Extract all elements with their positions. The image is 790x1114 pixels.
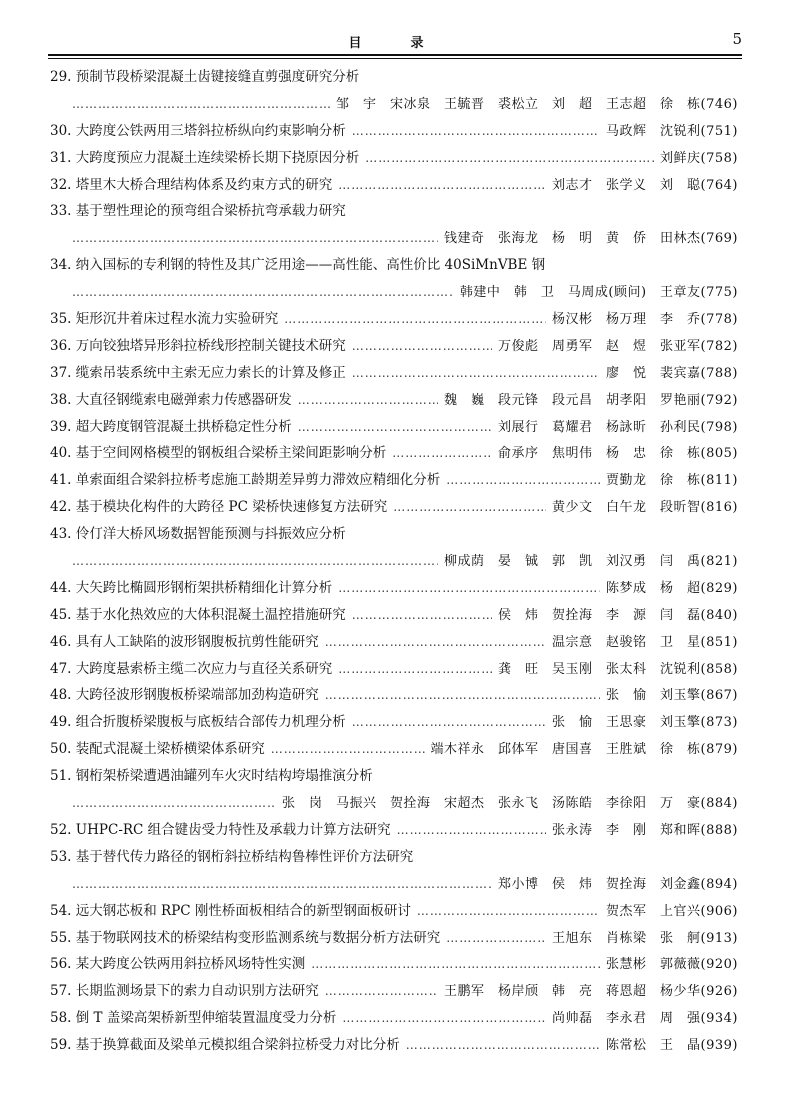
- entry-title: 53. 基于替代传力路径的钢桁斜拉桥结构鲁棒性评价方法研究: [50, 848, 414, 865]
- entry-title: 50. 装配式混凝土梁桥横梁体系研究: [50, 741, 265, 758]
- toc-entry-34[interactable]: [50, 252, 738, 279]
- entry-title: 49. 组合折腹桥梁腹板与底板结合部传力机理分析: [50, 714, 346, 731]
- toc-entry-59[interactable]: [50, 1032, 738, 1059]
- leader-dots: [284, 306, 546, 333]
- entry-title: 31. 大跨度预应力混凝土连续梁桥长期下挠原因分析: [50, 149, 360, 166]
- entry-title: 51. 钢桁架桥梁遭遇油罐列车火灾时结构垮塌推演分析: [50, 768, 373, 785]
- entry-authors: 张 愉 刘玉擎(867): [606, 688, 738, 704]
- entry-authors: 张永涛 李 刚 郑和晖(888): [552, 822, 738, 838]
- entry-authors: 刘鲜庆(758): [660, 150, 738, 166]
- toc-entry-45[interactable]: [50, 602, 738, 629]
- leader-dots: [325, 629, 546, 656]
- leader-dots: [397, 817, 546, 844]
- entry-title: 36. 万向铰独塔异形斜拉桥线形控制关键技术研究: [50, 337, 346, 354]
- toc-entry-52[interactable]: [50, 817, 738, 844]
- entry-authors: 黄少文 白午龙 段昕智(816): [552, 500, 738, 516]
- entry-title: 45. 基于水化热效应的大体积混凝土温控措施研究: [50, 606, 346, 623]
- leader-dots: [446, 467, 600, 494]
- leader-dots: [352, 118, 600, 145]
- entry-authors: 侯 炜 贺拴海 李 源 闫 磊(840): [498, 607, 738, 623]
- entry-authors: 刘志才 张学义 刘 聪(764): [552, 177, 738, 193]
- entry-authors: 柳成荫 晏 铖 郭 凯 刘汉勇 闫 禹(821): [444, 554, 738, 570]
- toc-entry-32[interactable]: [50, 172, 738, 199]
- leader-dots: [342, 1005, 546, 1032]
- entry-authors: 贺杰军 上官兴(906): [606, 903, 738, 919]
- leader-dots: [393, 494, 546, 521]
- toc-entry-56[interactable]: [50, 951, 738, 978]
- toc-entry-51-authors-line[interactable]: [50, 790, 738, 817]
- entry-title: 34. 纳入国标的专利钢的特性及其广泛用途——高性能、高性价比 40SiMnVBE 钢: [50, 257, 546, 274]
- leader-dots: [406, 1032, 600, 1059]
- leader-dots: [352, 333, 492, 360]
- toc-entry-46[interactable]: [50, 629, 738, 656]
- entry-title: 56. 某大跨度公铁两用斜拉桥风场特性实测: [50, 956, 306, 973]
- entry-title: 57. 长期监测场景下的索力自动识别方法研究: [50, 983, 319, 1000]
- toc-entry-55[interactable]: [50, 925, 738, 952]
- entry-authors: 张 愉 王思豪 刘玉擎(873): [552, 715, 738, 731]
- toc-entry-57[interactable]: [50, 978, 738, 1005]
- toc-entry-49[interactable]: [50, 709, 738, 736]
- entry-title: 52. UHPC-RC 组合键齿受力特性及承载力计算方法研究: [50, 821, 391, 838]
- leader-dots: [325, 978, 438, 1005]
- page-header: [48, 30, 742, 52]
- entry-title: 33. 基于塑性理论的预弯组合梁桥抗弯承载力研究: [50, 203, 346, 220]
- leader-dots: [417, 898, 600, 925]
- leader-dots: [365, 145, 654, 172]
- leader-dots: [446, 925, 546, 952]
- header-rule-thin: [48, 58, 742, 59]
- entry-title: 47. 大跨度悬索桥主缆二次应力与直径关系研究: [50, 660, 333, 677]
- entry-title: 43. 伶仃洋大桥风场数据智能预测与抖振效应分析: [50, 526, 346, 543]
- entry-authors: 刘展行 葛耀君 杨詠昕 孙利民(798): [498, 419, 738, 435]
- entry-title: 42. 基于模块化构件的大跨径 PC 梁桥快速修复方法研究: [50, 499, 388, 516]
- toc-entry-48[interactable]: [50, 682, 738, 709]
- entry-title: 37. 缆索吊装系统中主索无应力索长的计算及修正: [50, 364, 346, 381]
- toc-entry-58[interactable]: [50, 1005, 738, 1032]
- leader-dots: [271, 736, 425, 763]
- toc-entry-40[interactable]: [50, 440, 738, 467]
- table-of-contents: [50, 64, 738, 1059]
- leader-dots: [352, 709, 546, 736]
- toc-entry-51[interactable]: [50, 763, 738, 790]
- page-number: 5: [732, 30, 742, 48]
- leader-dots: [298, 387, 438, 414]
- entry-title: 46. 具有人工缺陷的波形钢腹板抗剪性能研究: [50, 633, 319, 650]
- entry-title: 54. 远大钢芯板和 RPC 刚性桥面板相结合的新型钢面板研讨: [50, 902, 411, 919]
- entry-authors: 温宗意 赵骏铭 卫 星(851): [552, 634, 738, 650]
- leader-dots: [298, 414, 492, 441]
- entry-authors: 陈梦成 杨 超(829): [606, 580, 738, 596]
- entry-title: 38. 大直径钢缆索电磁弹索力传感器研发: [50, 391, 292, 408]
- leader-dots: [352, 360, 600, 387]
- entry-authors: 端木祥永 邱体军 唐国喜 王胜斌 徐 栋(879): [430, 742, 738, 758]
- toc-entry-29-authors-line[interactable]: [50, 91, 738, 118]
- entry-title: 41. 单索面组合梁斜拉桥考虑施工龄期差异剪力滞效应精细化分析: [50, 472, 441, 489]
- entry-title: 58. 倒 T 盖梁高架桥新型伸缩装置温度受力分析: [50, 1010, 337, 1027]
- entry-authors: 龚 旺 吴玉刚 张太科 沈锐利(858): [498, 661, 738, 677]
- toc-entry-54[interactable]: [50, 898, 738, 925]
- leader-dots: [325, 682, 600, 709]
- entry-title: 55. 基于物联网技术的桥梁结构变形监测系统与数据分析方法研究: [50, 929, 441, 946]
- toc-entry-34-authors-line[interactable]: [50, 279, 738, 306]
- toc-entry-33[interactable]: [50, 198, 738, 225]
- entry-authors: 郑小博 侯 炜 贺拴海 刘金鑫(894): [498, 876, 738, 892]
- entry-authors: 万俊彪 周勇军 赵 煜 张亚军(782): [498, 338, 738, 354]
- toc-entry-30[interactable]: [50, 118, 738, 145]
- toc-entry-31[interactable]: [50, 145, 738, 172]
- entry-title: 59. 基于换算截面及梁单元模拟组合梁斜拉桥受力对比分析: [50, 1037, 400, 1054]
- leader-dots: [338, 656, 492, 683]
- toc-entry-43-authors-line[interactable]: [50, 548, 738, 575]
- entry-title: 29. 预制节段桥梁混凝土齿键接缝直剪强度研究分析: [50, 69, 360, 85]
- entry-authors: 钱建奇 张海龙 杨 明 黄 侨 田林杰(769): [444, 231, 738, 247]
- leader-dots: [72, 790, 276, 817]
- header-title: 目 录: [348, 36, 442, 51]
- entry-authors: 马政辉 沈锐利(751): [606, 123, 738, 139]
- leader-dots: [338, 575, 600, 602]
- entry-title: 44. 大矢跨比椭圆形钢桁架拱桥精细化计算分析: [50, 579, 333, 596]
- toc-entry-43[interactable]: [50, 521, 738, 548]
- entry-authors: 张 岗 马振兴 贺拴海 宋超杰 张永飞 汤陈皓 李徐阳 万 豪(884): [282, 796, 738, 812]
- toc-entry-47[interactable]: [50, 656, 738, 683]
- leader-dots: [72, 225, 438, 252]
- leader-dots: [72, 91, 330, 118]
- entry-title: 32. 塔里木大桥合理结构体系及约束方式的研究: [50, 176, 333, 193]
- entry-authors: 贾勤龙 徐 栋(811): [606, 473, 738, 489]
- toc-entry-35[interactable]: [50, 306, 738, 333]
- toc-entry-44[interactable]: [50, 575, 738, 602]
- entry-authors: 韩建中 韩 卫 马周成(顾问) 王章友(775): [459, 285, 738, 301]
- entry-title: 35. 矩形沉井着床过程水流力实验研究: [50, 311, 279, 328]
- entry-title: 40. 基于空间网格模型的钢板组合梁桥主梁间距影响分析: [50, 445, 387, 462]
- entry-authors: 尚帅磊 李永君 周 强(934): [552, 1011, 738, 1027]
- toc-entry-53-authors-line[interactable]: [50, 871, 738, 898]
- toc-entry-38[interactable]: [50, 387, 738, 414]
- toc-entry-36[interactable]: [50, 333, 738, 360]
- entry-authors: 邹 宇 宋冰泉 王毓晋 裘松立 刘 超 王志超 徐 栋(746): [336, 96, 738, 112]
- leader-dots: [72, 548, 438, 575]
- entry-title: 48. 大跨径波形钢腹板桥梁端部加劲构造研究: [50, 687, 319, 704]
- entry-authors: 杨汉彬 杨万理 李 乔(778): [552, 312, 738, 328]
- entry-authors: 王旭东 肖栋梁 张 舸(913): [552, 930, 738, 946]
- toc-entry-41[interactable]: [50, 467, 738, 494]
- toc-entry-37[interactable]: [50, 360, 738, 387]
- leader-dots: [338, 172, 546, 199]
- entry-authors: 俞承序 焦明伟 杨 忠 徐 栋(805): [498, 446, 738, 462]
- toc-entry-50[interactable]: [50, 736, 738, 763]
- entry-title: 30. 大跨度公铁两用三塔斜拉桥纵向约束影响分析: [50, 122, 346, 139]
- toc-entry-42[interactable]: [50, 494, 738, 521]
- entry-authors: 魏 巍 段元锋 段元昌 胡孝阳 罗艳丽(792): [444, 392, 738, 408]
- entry-authors: 陈常松 王 晶(939): [606, 1038, 738, 1054]
- toc-entry-33-authors-line[interactable]: [50, 225, 738, 252]
- leader-dots: [311, 951, 600, 978]
- header-rule-thick: [48, 54, 742, 56]
- entry-authors: 张慧彬 郭薇薇(920): [606, 957, 738, 973]
- leader-dots: [352, 602, 492, 629]
- leader-dots: [72, 871, 492, 898]
- leader-dots: [392, 440, 492, 467]
- toc-entry-29[interactable]: [50, 64, 738, 91]
- entry-authors: 廖 悦 裴宾嘉(788): [606, 365, 738, 381]
- leader-dots: [72, 279, 454, 306]
- toc-entry-39[interactable]: [50, 414, 738, 441]
- entry-title: 39. 超大跨度钢管混凝土拱桥稳定性分析: [50, 418, 292, 435]
- entry-authors: 王鹏军 杨岸颀 韩 亮 蒋恩超 杨少华(926): [444, 984, 738, 1000]
- toc-entry-53[interactable]: [50, 844, 738, 871]
